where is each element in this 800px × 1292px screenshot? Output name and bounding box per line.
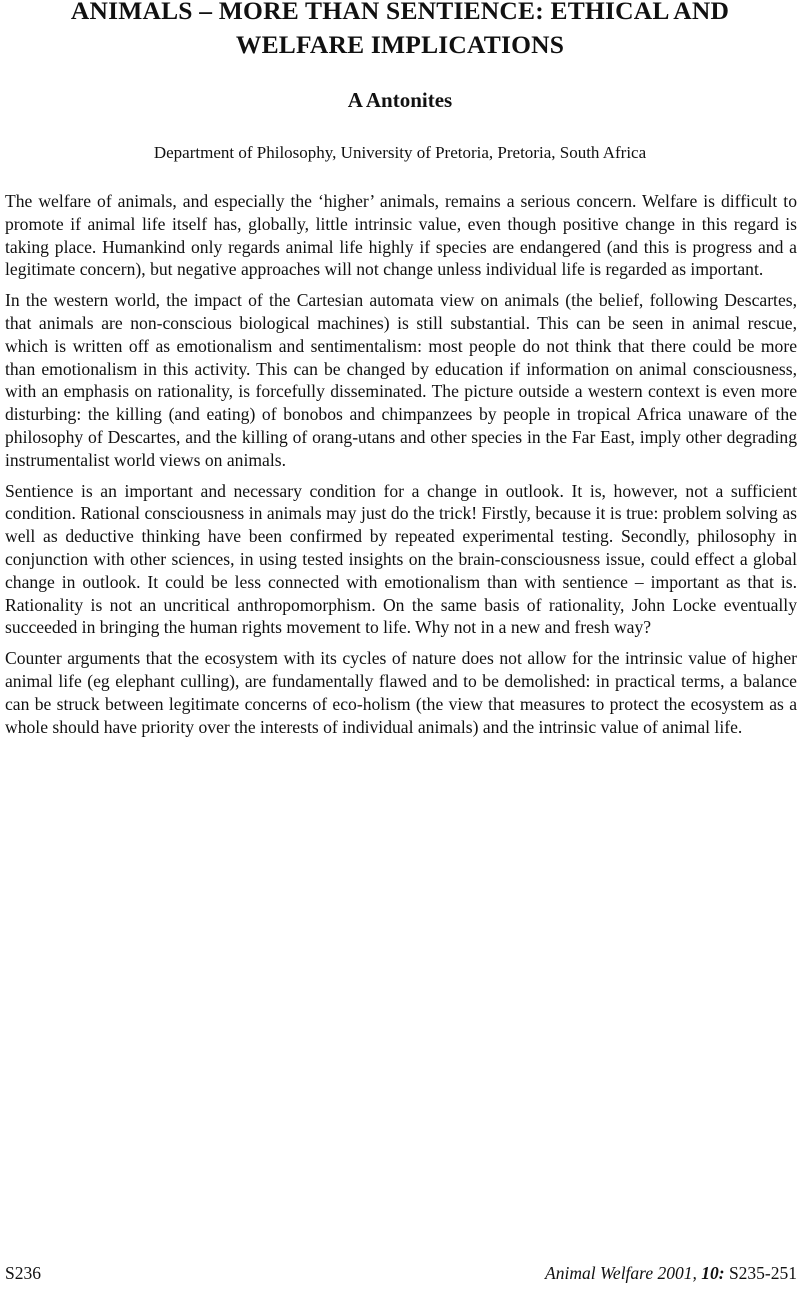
author-affiliation: Department of Philosophy, University of Pretoria, Pretoria, South Africa (153, 143, 647, 162)
article-body (5, 190, 797, 746)
body-paragraph-4: Counter arguments that the ecosystem with its cycles of nature does not allow for the intrinsic value of higher animal life (eg elephant culling), are fundamentally flawed and to be demolished: in practical terms, a balance can be struck between legitimate concerns of eco-holism (the view that measures to protect the ecosystem as a whole should have priority over the interests of individual animals) and the intrinsic value of animal life. (5, 648, 797, 737)
article-title (0, 0, 800, 62)
journal-volume: 10: (701, 1263, 725, 1283)
title-line-1: ANIMALS – MORE THAN SENTIENCE: ETHICAL AND (70, 0, 730, 25)
body-paragraph-2: In the western world, the impact of the Cartesian automata view on animals (the belief, following Descartes, that animals are non-conscious biological machines) is still substantial. This can be seen in animal rescue, which is written off as emotionalism and sentimentalism: most people do not think that there could be more than emotionalism in this activity. This can be changed by education if information on animal consciousness, with an emphasis on rationality, is forcefully disseminated. The picture outside a western context is even more disturbing: the killing (and eating) of bonobos and chimpanzees by people in tropical Africa unaware of the philosophy of Descartes, and the killing of orang-utans and other species in the Far East, imply other degrading instrumentalist world views on animals. (5, 290, 797, 470)
title-line-2: WELFARE IMPLICATIONS (235, 30, 565, 59)
page-number: S236 (5, 1263, 41, 1283)
journal-citation (545, 1262, 797, 1284)
journal-name: Animal Welfare 2001, (545, 1263, 697, 1283)
body-paragraph-1: The welfare of animals, and especially the ‘higher’ animals, remains a serious concern. Welfare is difficult to promote if animal life itself has, globally, little intrinsic value, even though positive change in this regard is taking place. Humankind only regards animal life highly if species are endangered (and this is progress and a legitimate concern), but negative approaches will not change unless individual life is regarded as important. (5, 191, 797, 280)
body-paragraph-3: Sentience is an important and necessary condition for a change in outlook. It is, however, not a sufficient condition. Rational consciousness in animals may just do the trick! Firstly, because it is true: problem solving as well as deductive thinking have been confirmed by repeated experimental testing. Secondly, philosophy in conjunction with other sciences, in using tested insights on the brain-consciousness issue, could effect a global change in outlook. It could be less connected with emotionalism than with sentience – important as that is. Rationality is not an uncritical anthropomorphism. On the same basis of rationality, John Locke eventually succeeded in bringing the human rights movement to life. Why not in a new and fresh way? (5, 480, 797, 638)
author-name: A Antonites (347, 88, 453, 112)
journal-pages: S235-251 (728, 1263, 797, 1283)
